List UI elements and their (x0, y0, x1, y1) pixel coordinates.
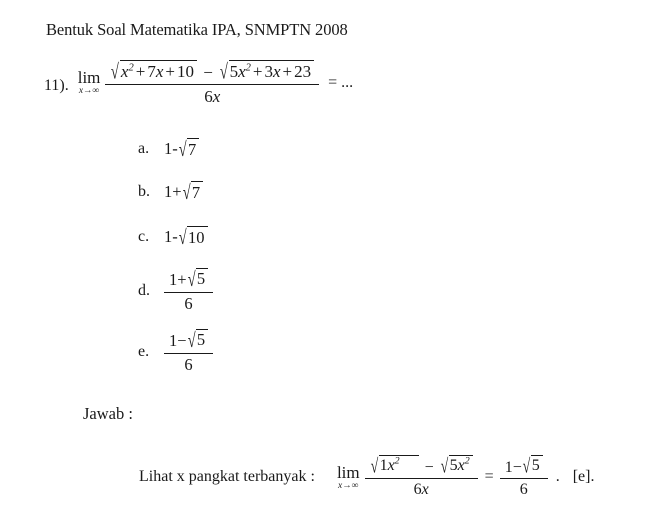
solution-explanation: Lihat x pangkat terbanyak : (139, 468, 315, 486)
option-d[interactable] (138, 260, 398, 322)
option-a-label: a. (138, 140, 150, 157)
radical-sign-icon: √ (178, 226, 187, 250)
option-b-lead: 1+ (164, 182, 182, 201)
exponent-2: 2 (394, 455, 400, 467)
solution-equals: = (484, 468, 494, 486)
solution-period: . (555, 468, 560, 486)
radical-sign-icon: √ (219, 60, 228, 84)
option-a[interactable] (138, 128, 398, 170)
answer-solution (139, 455, 594, 500)
limit-subscript: x→∞ (338, 480, 359, 491)
solution-numerator (365, 455, 478, 479)
limit-subscript: x→∞ (78, 86, 100, 97)
radicand-second (229, 60, 315, 82)
coeff-6: 6 (204, 86, 213, 106)
exponent-2: 2 (128, 62, 134, 74)
coeff-3: 3 (264, 62, 273, 81)
option-e[interactable] (138, 322, 398, 382)
option-d-lead: 1+ (169, 270, 187, 290)
option-c-radicand: 10 (187, 226, 208, 248)
option-e-radical (187, 329, 209, 350)
option-a-radicand: 7 (187, 138, 199, 160)
option-d-fraction (164, 268, 213, 313)
option-c-value (164, 226, 208, 248)
question-fraction (105, 60, 319, 106)
var-x: x (457, 457, 465, 474)
question-number: 11). (44, 77, 69, 95)
option-a-lead: 1- (164, 139, 178, 158)
coeff-7: 7 (147, 62, 156, 81)
question-expression (44, 60, 353, 106)
option-b[interactable] (138, 170, 398, 214)
solution-radicand-first (379, 455, 419, 475)
equals-ellipsis: = ... (328, 74, 354, 92)
radical-sign-icon: √ (187, 328, 196, 352)
limit-operator (78, 69, 101, 97)
option-d-value (164, 268, 213, 313)
solution-result-radicand: 5 (531, 455, 543, 475)
plus-sign: + (282, 62, 293, 81)
radicand-first (120, 60, 197, 82)
const-23: 23 (294, 62, 312, 81)
option-d-radicand: 5 (196, 268, 208, 289)
limit-label: lim (336, 462, 360, 482)
option-a-value (164, 138, 199, 160)
solution-radical-second (440, 454, 473, 478)
option-d-label: d. (138, 282, 150, 299)
exponent-2: 2 (464, 455, 470, 467)
option-b-radicand: 7 (191, 181, 203, 203)
option-e-lead: 1− (169, 331, 187, 351)
radical-sign-icon: √ (182, 181, 191, 205)
minus-sign: − (424, 459, 434, 477)
var-x: x (212, 86, 221, 106)
radical-second (219, 60, 314, 82)
solution-radical-first (370, 454, 419, 478)
coeff-6: 6 (413, 481, 422, 499)
option-e-denominator: 6 (184, 354, 193, 374)
result-lead: 1− (504, 459, 522, 477)
exponent-2: 2 (245, 62, 251, 74)
option-e-radicand: 5 (196, 329, 208, 350)
option-d-numerator (164, 268, 213, 292)
var-x: x (387, 457, 395, 474)
option-e-fraction (164, 329, 213, 374)
coeff-1: 1 (379, 457, 388, 474)
radical-sign-icon: √ (187, 267, 196, 291)
var-x: x (238, 62, 246, 81)
option-c-label: c. (138, 228, 150, 245)
minus-sign: − (203, 63, 213, 83)
solution-result-numerator (500, 455, 548, 479)
option-d-radical (187, 268, 209, 289)
plus-sign: + (165, 62, 175, 81)
var-x: x (272, 62, 281, 81)
option-a-radical (178, 138, 200, 160)
solution-radicand-second (449, 455, 473, 475)
option-d-denominator: 6 (184, 293, 193, 313)
option-b-radical (182, 181, 204, 203)
solution-chosen-option: [e]. (572, 468, 595, 486)
coeff-5: 5 (449, 457, 458, 474)
answer-options-list (138, 128, 398, 382)
option-e-numerator (164, 329, 213, 353)
solution-limit-operator (337, 464, 360, 492)
page-title: Bentuk Soal Matematika IPA, SNMPTN 2008 (46, 20, 348, 39)
radical-sign-icon: √ (522, 454, 531, 478)
question-numerator (105, 60, 319, 85)
radical-sign-icon: √ (370, 454, 378, 478)
radical-sign-icon: √ (111, 60, 120, 84)
option-e-value (164, 329, 213, 374)
plus-sign: + (135, 62, 146, 81)
option-b-value (164, 181, 203, 203)
coeff-5: 5 (229, 62, 239, 81)
solution-result-fraction (500, 455, 548, 500)
solution-denominator (409, 479, 434, 499)
option-e-label: e. (138, 343, 150, 360)
const-10: 10 (176, 62, 194, 81)
solution-fraction (365, 455, 478, 500)
limit-label: lim (77, 68, 101, 88)
option-b-label: b. (138, 183, 150, 200)
plus-sign: + (252, 62, 263, 81)
question-denominator (199, 85, 225, 107)
option-c[interactable] (138, 214, 398, 260)
var-x: x (155, 62, 164, 81)
answer-heading: Jawab : (83, 404, 133, 423)
option-c-lead: 1- (164, 227, 178, 246)
radical-sign-icon: √ (178, 138, 187, 162)
radical-sign-icon: √ (440, 454, 448, 478)
solution-result-denominator: 6 (519, 481, 528, 499)
var-x: x (421, 481, 429, 499)
radical-first (110, 60, 197, 82)
solution-result-radical (522, 454, 543, 478)
var-x: x (120, 62, 129, 81)
option-c-radical (178, 226, 208, 248)
